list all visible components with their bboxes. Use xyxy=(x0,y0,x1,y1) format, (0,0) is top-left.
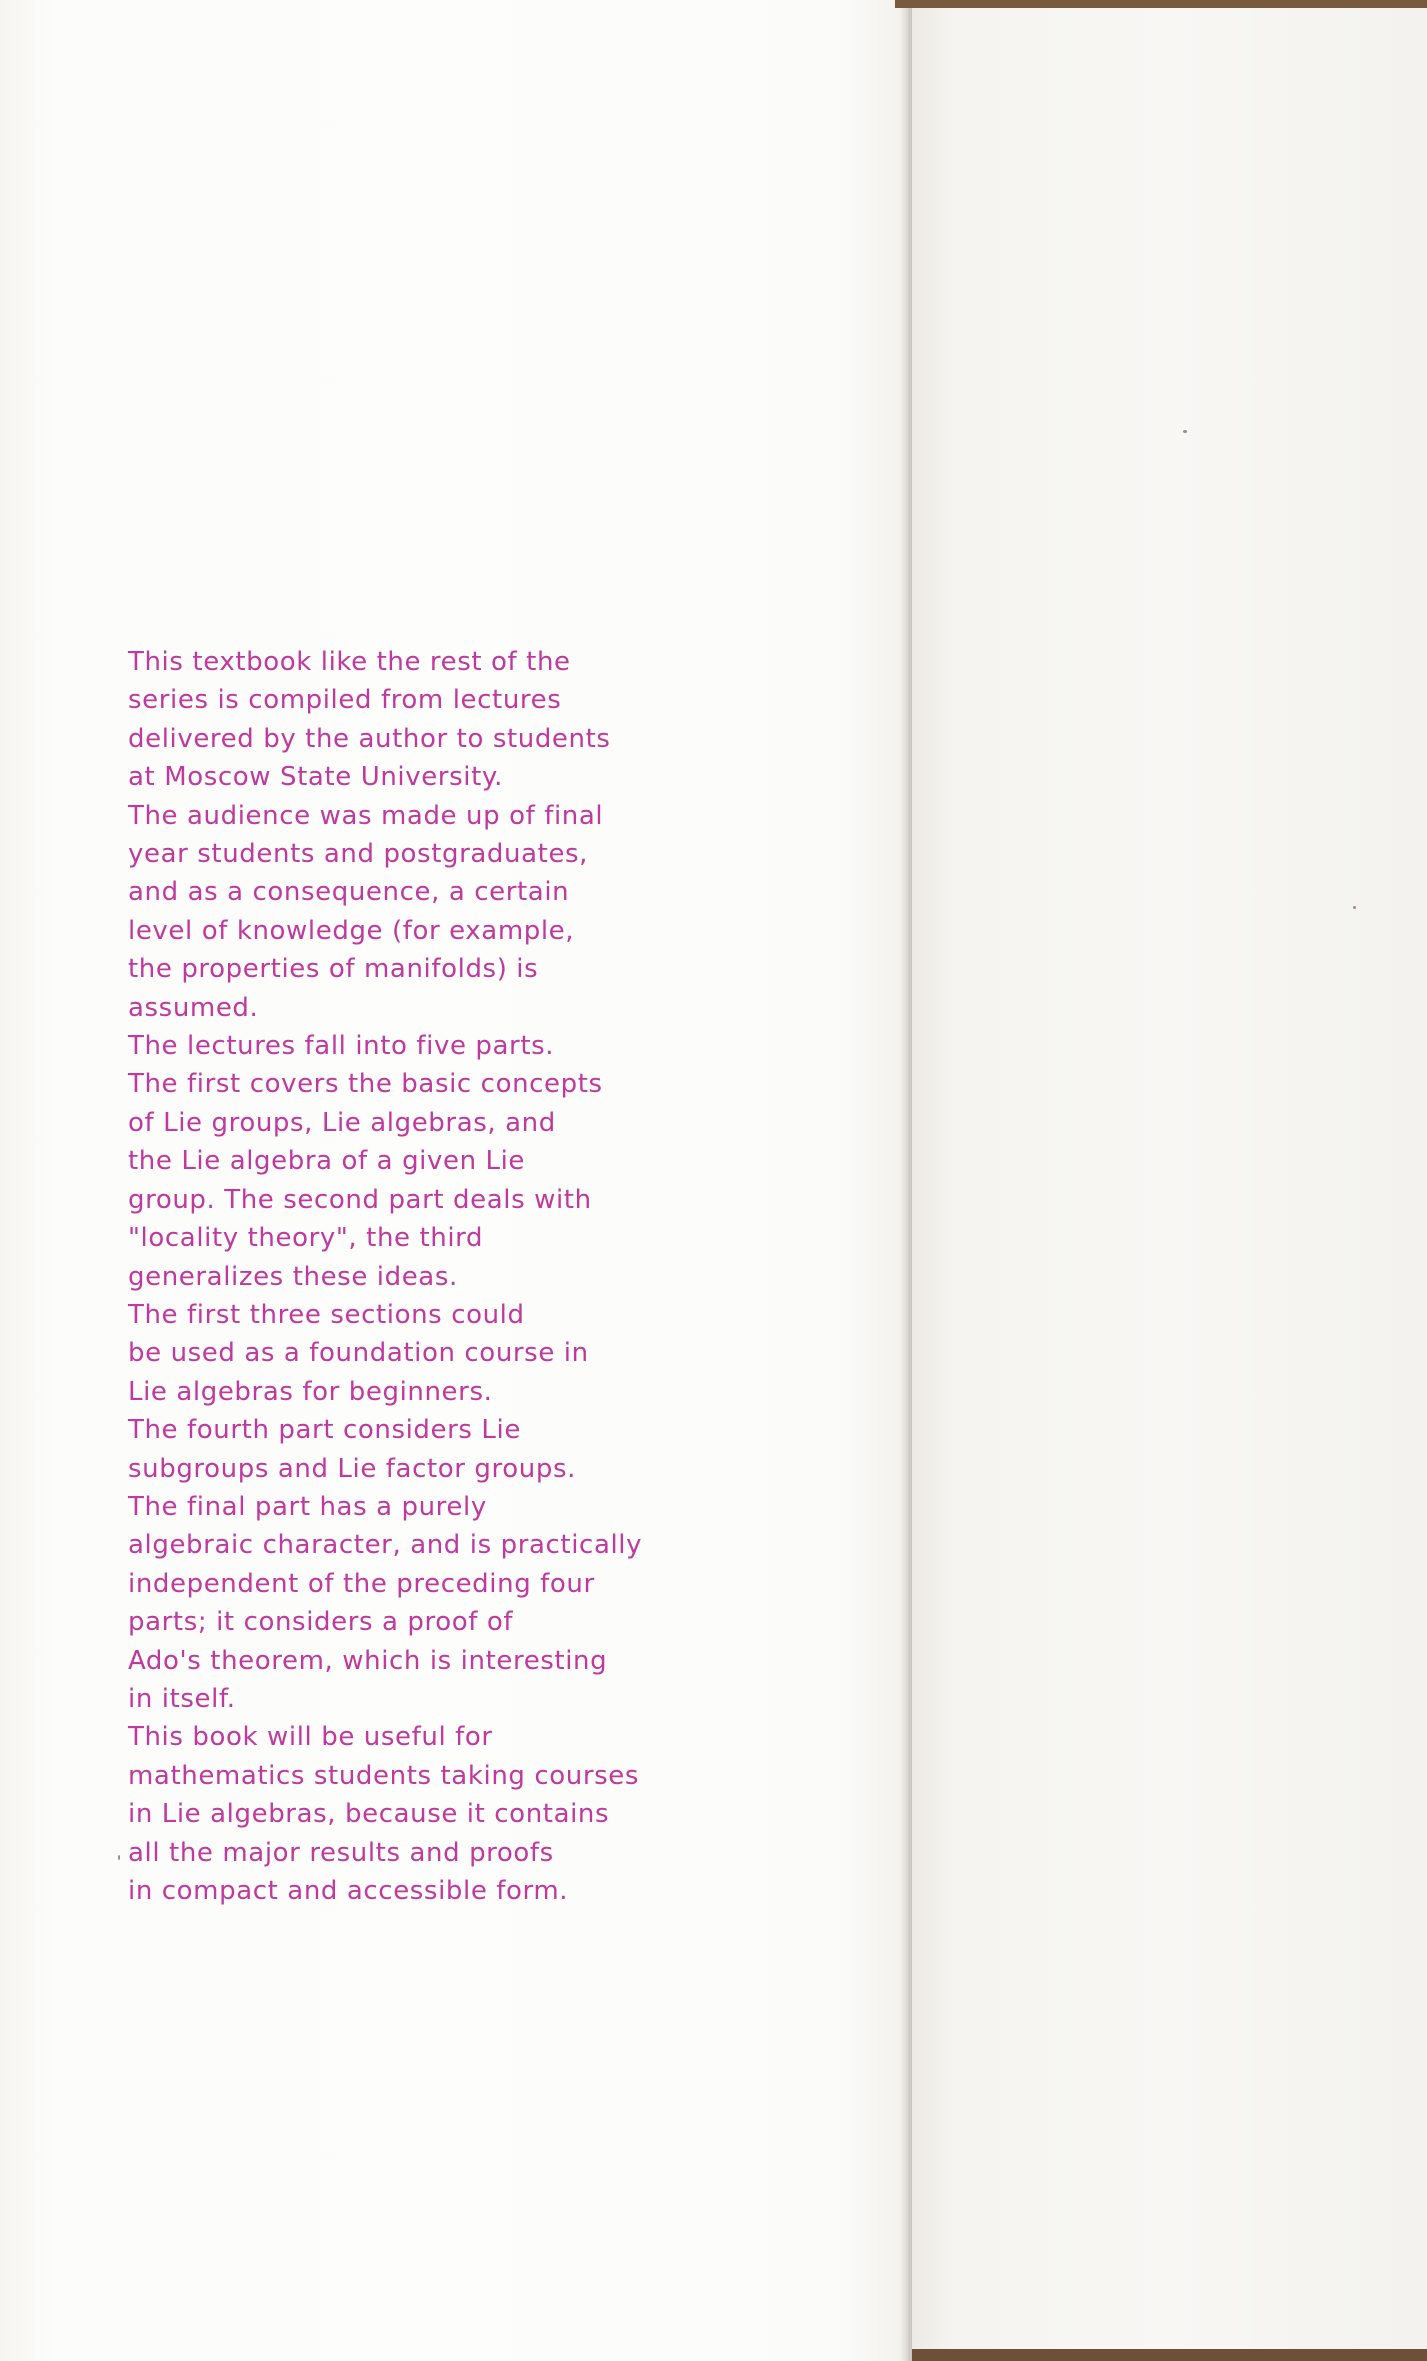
cover-edge-bottom xyxy=(912,2349,1427,2361)
blurb-line: algebraic character, and is practically xyxy=(128,1530,643,1561)
blurb-line: series is compiled from lectures xyxy=(128,685,562,716)
blurb-line: Ado's theorem, which is interesting xyxy=(128,1645,608,1676)
blurb-line: parts; it considers a proof of xyxy=(128,1607,514,1638)
paper-speck xyxy=(118,1855,120,1860)
blurb-line: level of knowledge (for example, xyxy=(128,915,575,946)
paper-speck xyxy=(1183,430,1187,433)
blurb-line: of Lie groups, Lie algebras, and xyxy=(128,1107,556,1138)
blurb-line: in itself. xyxy=(128,1683,236,1714)
blurb-line: the Lie algebra of a given Lie xyxy=(128,1146,526,1177)
blurb-line: The fourth part considers Lie xyxy=(128,1415,521,1446)
blurb-line: The lectures fall into five parts. xyxy=(128,1031,555,1062)
blurb-line: all the major results and proofs xyxy=(128,1837,554,1868)
blurb-line: The final part has a purely xyxy=(128,1491,487,1522)
blurb-line: subgroups and Lie factor groups. xyxy=(128,1453,576,1484)
blurb-line: mathematics students taking courses xyxy=(128,1760,640,1791)
blurb-line: The first covers the basic concepts xyxy=(128,1069,603,1100)
blurb-line: This book will be useful for xyxy=(128,1722,493,1753)
paper-speck xyxy=(1353,906,1356,909)
blurb-line: Lie algebras for beginners. xyxy=(128,1376,493,1407)
blurb-line: assumed. xyxy=(128,992,259,1023)
blurb-line: This textbook like the rest of the xyxy=(128,647,571,677)
blurb-line: and as a consequence, a certain xyxy=(128,877,570,908)
fold-shadow xyxy=(900,0,912,2361)
flap-blurb xyxy=(128,643,728,1910)
inner-cover xyxy=(912,0,1427,2361)
blurb-line: in Lie algebras, because it contains xyxy=(128,1799,610,1830)
blurb-line: delivered by the author to students xyxy=(128,723,611,754)
blurb-line: the properties of manifolds) is xyxy=(128,954,539,985)
blurb-line: at Moscow State University. xyxy=(128,762,504,793)
blurb-line: The first three sections could xyxy=(128,1299,525,1330)
blurb-line: The audience was made up of final xyxy=(128,800,604,831)
blurb-line: be used as a foundation course in xyxy=(128,1338,589,1369)
blurb-line: generalizes these ideas. xyxy=(128,1261,458,1292)
cover-edge-top xyxy=(895,0,1427,8)
blurb-line: group. The second part deals with xyxy=(128,1184,592,1215)
blurb-line: independent of the preceding four xyxy=(128,1568,595,1599)
blurb-line: "locality theory", the third xyxy=(128,1223,484,1254)
blurb-line: year students and postgraduates, xyxy=(128,839,589,870)
blurb-line: in compact and accessible form. xyxy=(128,1876,569,1906)
